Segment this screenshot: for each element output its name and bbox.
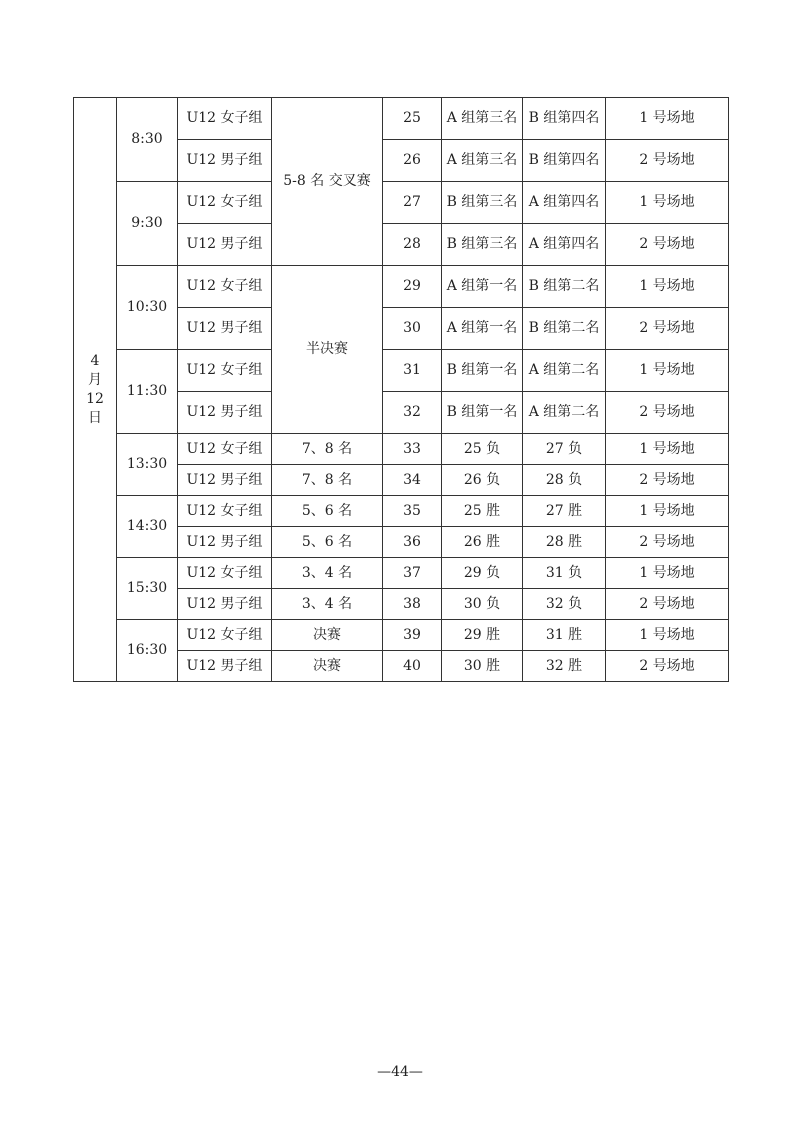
match-number-cell: 34 [383, 465, 442, 496]
team-b-cell: 27 胜 [523, 496, 606, 527]
team-a-cell: 25 负 [442, 434, 523, 465]
team-b-cell: A 组第二名 [523, 350, 606, 392]
table-row [74, 558, 729, 589]
group-cell: U12 女子组 [178, 496, 272, 527]
match-number-cell: 29 [383, 266, 442, 308]
match-number-cell: 40 [383, 651, 442, 682]
table-row [74, 266, 729, 308]
team-b-cell: B 组第四名 [523, 140, 606, 182]
team-b-cell: A 组第四名 [523, 224, 606, 266]
team-b-cell: A 组第四名 [523, 182, 606, 224]
time-cell: 11:30 [117, 350, 178, 434]
team-b-cell: A 组第二名 [523, 392, 606, 434]
match-number-cell: 28 [383, 224, 442, 266]
team-b-cell: 32 负 [523, 589, 606, 620]
stage-cell: 5-8 名 交叉赛 [272, 98, 383, 266]
team-a-cell: 26 胜 [442, 527, 523, 558]
table-row [74, 98, 729, 140]
table-row [74, 496, 729, 527]
venue-cell: 2 号场地 [606, 527, 729, 558]
group-cell: U12 男子组 [178, 651, 272, 682]
group-cell: U12 男子组 [178, 308, 272, 350]
date-cell [74, 98, 117, 682]
team-b-cell: B 组第四名 [523, 98, 606, 140]
table-row [74, 434, 729, 465]
time-cell: 16:30 [117, 620, 178, 682]
team-a-cell: A 组第三名 [442, 140, 523, 182]
team-a-cell: 29 负 [442, 558, 523, 589]
venue-cell: 1 号场地 [606, 558, 729, 589]
venue-cell: 1 号场地 [606, 620, 729, 651]
match-number-cell: 25 [383, 98, 442, 140]
match-number-cell: 26 [383, 140, 442, 182]
team-b-cell: B 组第二名 [523, 266, 606, 308]
group-cell: U12 男子组 [178, 527, 272, 558]
team-a-cell: 25 胜 [442, 496, 523, 527]
time-cell: 13:30 [117, 434, 178, 496]
venue-cell: 2 号场地 [606, 651, 729, 682]
venue-cell: 2 号场地 [606, 308, 729, 350]
group-cell: U12 男子组 [178, 224, 272, 266]
venue-cell: 1 号场地 [606, 434, 729, 465]
stage-cell: 5、6 名 [272, 496, 383, 527]
group-cell: U12 男子组 [178, 392, 272, 434]
venue-cell: 1 号场地 [606, 350, 729, 392]
group-cell: U12 女子组 [178, 266, 272, 308]
team-a-cell: B 组第三名 [442, 182, 523, 224]
team-b-cell: B 组第二名 [523, 308, 606, 350]
team-a-cell: 29 胜 [442, 620, 523, 651]
venue-cell: 1 号场地 [606, 266, 729, 308]
time-cell: 10:30 [117, 266, 178, 350]
group-cell: U12 女子组 [178, 350, 272, 392]
date-month: 4 [90, 352, 100, 369]
time-cell: 8:30 [117, 98, 178, 182]
match-number-cell: 33 [383, 434, 442, 465]
match-number-cell: 38 [383, 589, 442, 620]
stage-cell: 5、6 名 [272, 527, 383, 558]
team-a-cell: 30 胜 [442, 651, 523, 682]
date-day-suffix: 日 [88, 409, 102, 426]
group-cell: U12 女子组 [178, 182, 272, 224]
team-a-cell: B 组第一名 [442, 350, 523, 392]
stage-cell: 3、4 名 [272, 589, 383, 620]
date-month-suffix: 月 [88, 371, 102, 388]
group-cell: U12 女子组 [178, 434, 272, 465]
time-cell: 9:30 [117, 182, 178, 266]
table-row [74, 350, 729, 392]
group-cell: U12 女子组 [178, 620, 272, 651]
match-number-cell: 30 [383, 308, 442, 350]
stage-cell: 决赛 [272, 651, 383, 682]
page-number: —44— [377, 1064, 423, 1080]
time-cell: 14:30 [117, 496, 178, 558]
team-a-cell: A 组第一名 [442, 266, 523, 308]
match-number-cell: 35 [383, 496, 442, 527]
team-b-cell: 31 负 [523, 558, 606, 589]
match-schedule-table [73, 97, 729, 682]
venue-cell: 2 号场地 [606, 140, 729, 182]
venue-cell: 2 号场地 [606, 224, 729, 266]
match-number-cell: 31 [383, 350, 442, 392]
match-number-cell: 37 [383, 558, 442, 589]
table-row [74, 182, 729, 224]
group-cell: U12 男子组 [178, 140, 272, 182]
match-number-cell: 39 [383, 620, 442, 651]
team-b-cell: 31 胜 [523, 620, 606, 651]
venue-cell: 2 号场地 [606, 392, 729, 434]
group-cell: U12 男子组 [178, 589, 272, 620]
match-number-cell: 32 [383, 392, 442, 434]
table-row [74, 620, 729, 651]
stage-cell: 7、8 名 [272, 434, 383, 465]
venue-cell: 2 号场地 [606, 589, 729, 620]
stage-cell: 7、8 名 [272, 465, 383, 496]
stage-cell: 半决赛 [272, 266, 383, 434]
venue-cell: 1 号场地 [606, 182, 729, 224]
team-a-cell: A 组第一名 [442, 308, 523, 350]
time-cell: 15:30 [117, 558, 178, 620]
team-a-cell: B 组第一名 [442, 392, 523, 434]
team-b-cell: 32 胜 [523, 651, 606, 682]
venue-cell: 1 号场地 [606, 496, 729, 527]
team-b-cell: 28 负 [523, 465, 606, 496]
team-b-cell: 28 胜 [523, 527, 606, 558]
stage-cell: 3、4 名 [272, 558, 383, 589]
stage-cell: 决赛 [272, 620, 383, 651]
team-a-cell: B 组第三名 [442, 224, 523, 266]
group-cell: U12 女子组 [178, 558, 272, 589]
team-a-cell: 26 负 [442, 465, 523, 496]
match-number-cell: 27 [383, 182, 442, 224]
team-a-cell: A 组第三名 [442, 98, 523, 140]
group-cell: U12 男子组 [178, 465, 272, 496]
group-cell: U12 女子组 [178, 98, 272, 140]
team-b-cell: 27 负 [523, 434, 606, 465]
team-a-cell: 30 负 [442, 589, 523, 620]
venue-cell: 2 号场地 [606, 465, 729, 496]
match-number-cell: 36 [383, 527, 442, 558]
date-day: 12 [86, 390, 104, 407]
venue-cell: 1 号场地 [606, 98, 729, 140]
